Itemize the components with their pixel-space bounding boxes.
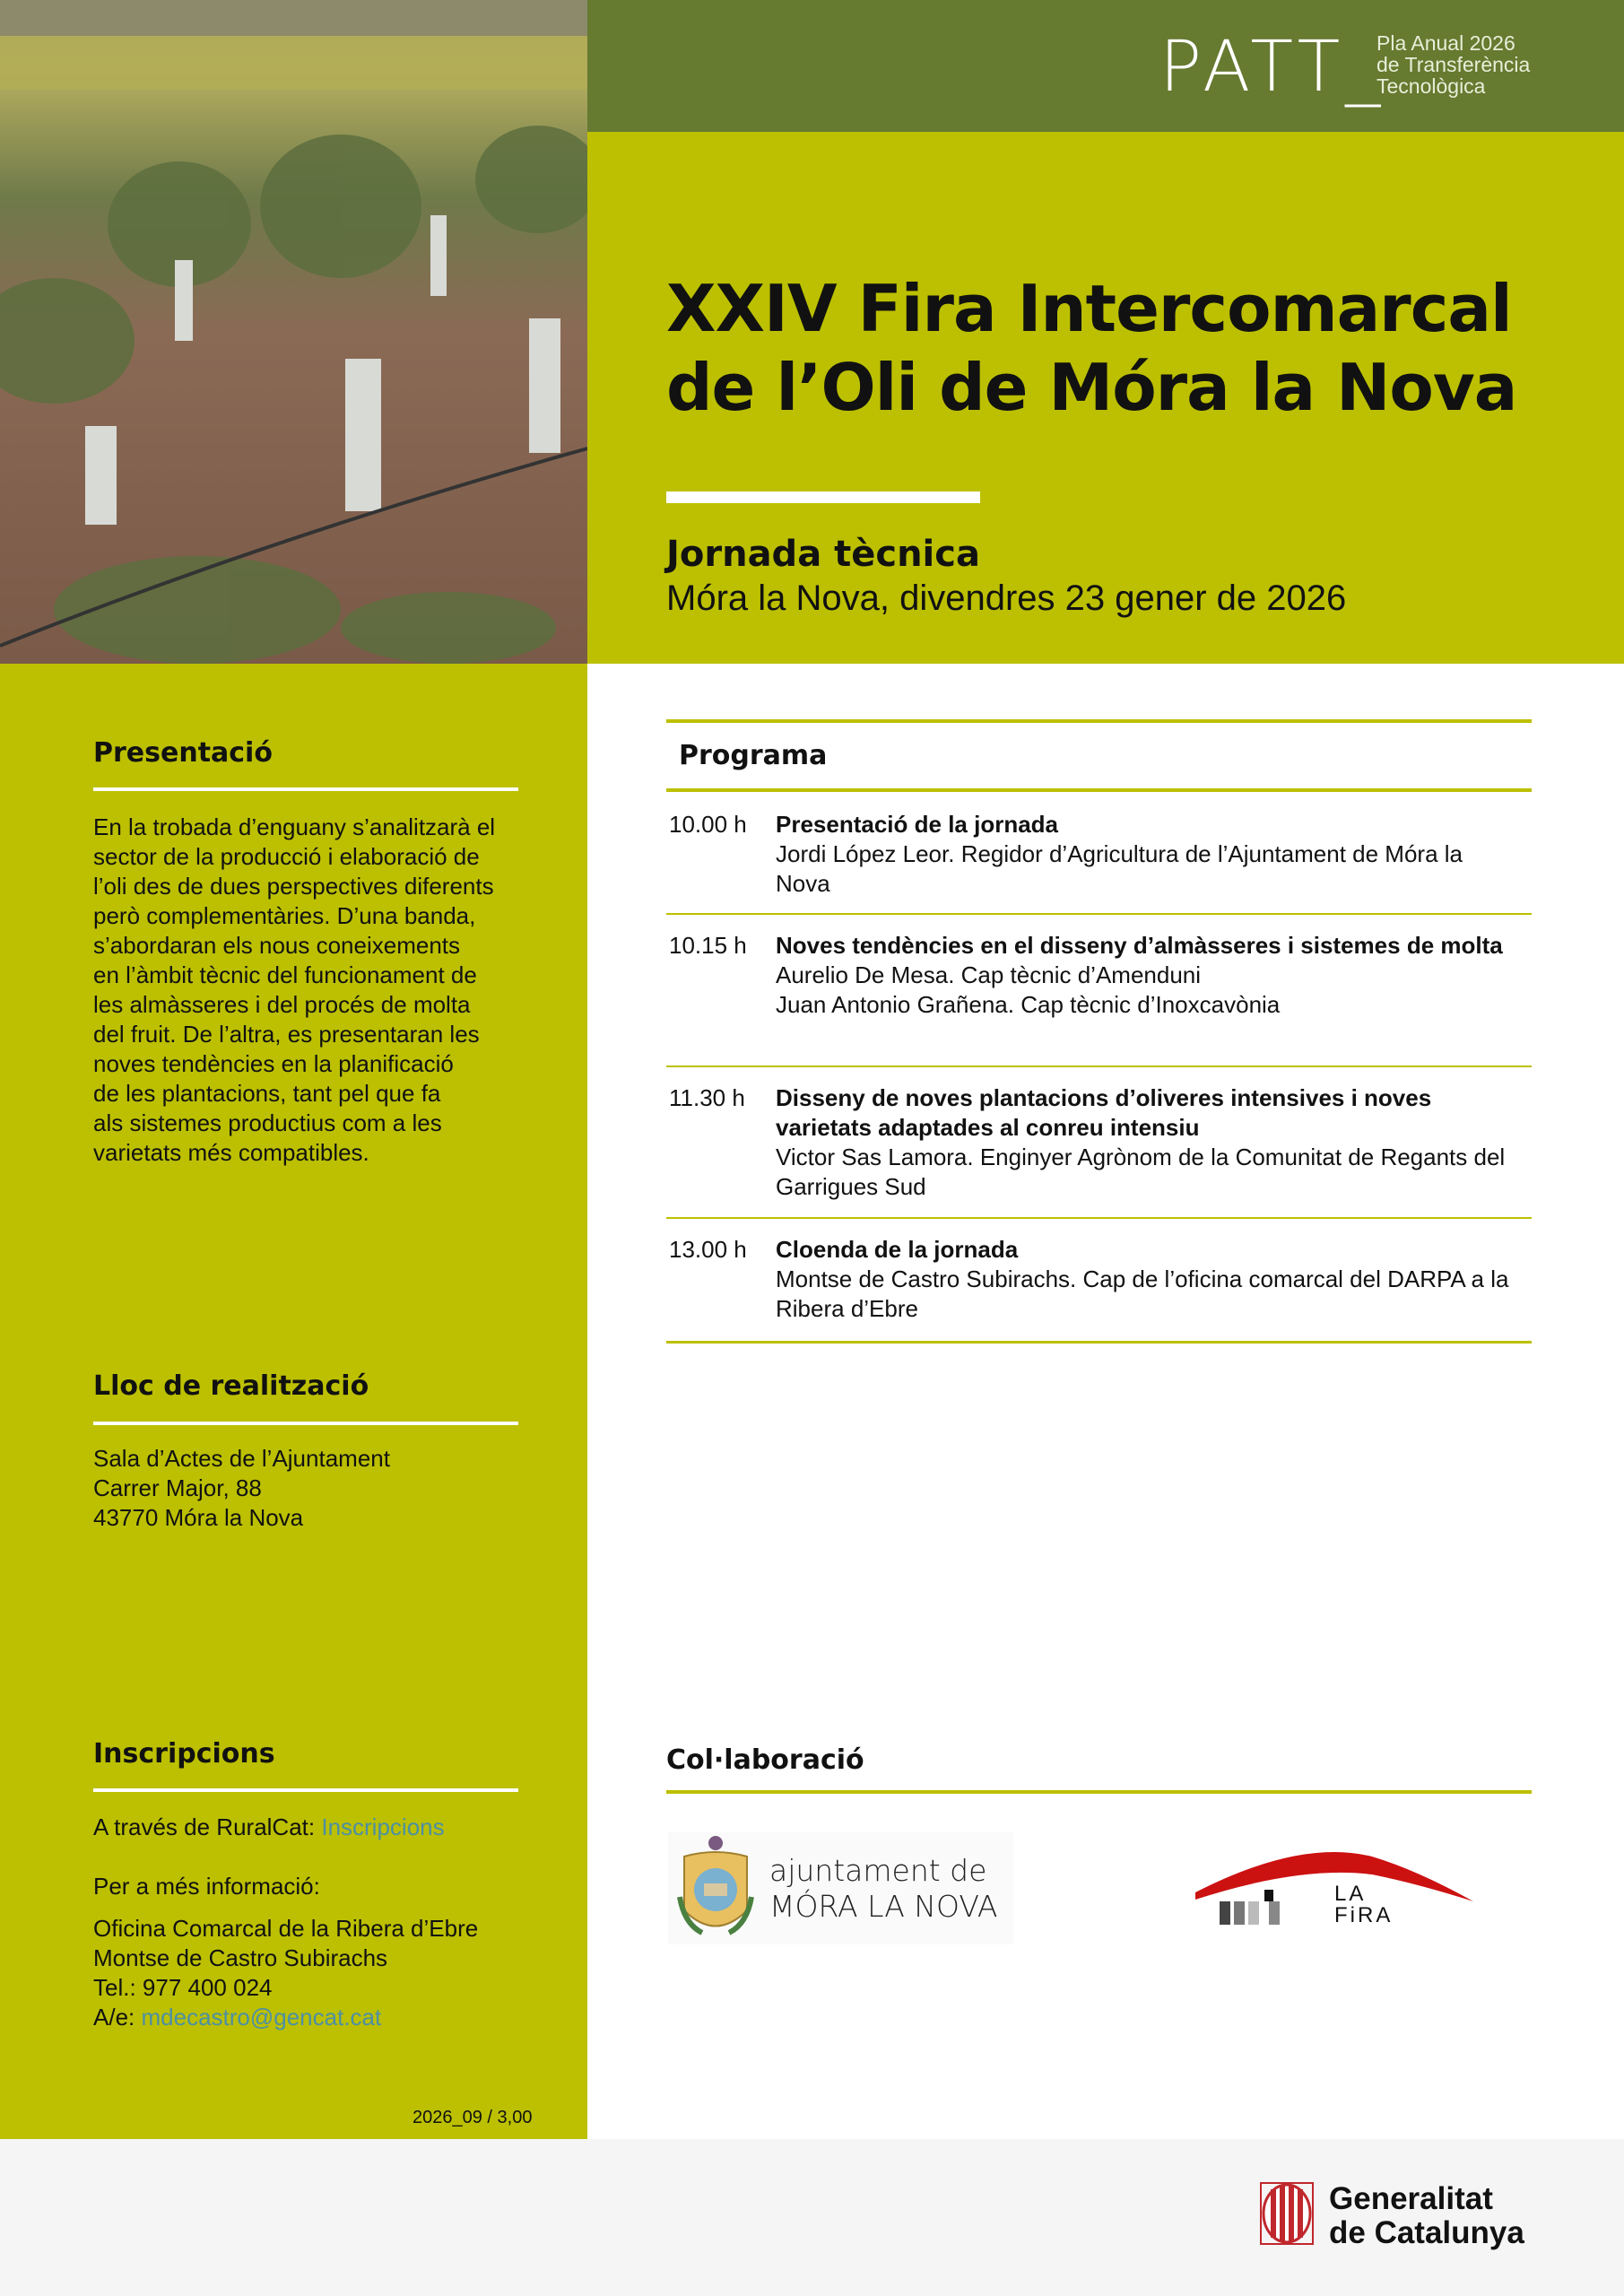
paragraph-line: noves tendències en la planificació [93, 1050, 454, 1077]
document-code: 2026_09 / 3,00 [413, 2108, 533, 2127]
program-title: Noves tendències en el disseny d’almàsseres i sistemes de molta [776, 932, 1503, 959]
email-link[interactable]: mdecastro@gencat.cat [141, 2004, 382, 2031]
paragraph-line: En la trobada d’enguany s’analitzarà el [93, 813, 496, 840]
logo-text: Generalitat [1329, 2181, 1493, 2216]
more-info-label: Per a més informació: [93, 1873, 320, 1900]
program-title: Presentació de la jornada [776, 811, 1059, 838]
title-line: de l’Oli de Móra la Nova [666, 350, 1517, 425]
place-date: Móra la Nova, divendres 23 gener de 2026 [666, 578, 1347, 618]
paragraph-line: sector de la producció i elaboració de [93, 843, 480, 870]
address-line: Carrer Major, 88 [93, 1474, 262, 1501]
program-title: Disseny de noves plantacions d’oliveres intensives i noves varietats adaptades al conreu intensiu [776, 1084, 1432, 1141]
contact-phone: Tel.: 977 400 024 [93, 1974, 273, 2001]
title-line: XXIV Fira Intercomarcal [666, 271, 1512, 346]
logo-text: FiRA [1334, 1903, 1394, 1927]
collab-heading: Col·laboració [666, 1744, 864, 1776]
logo-text: de Catalunya [1329, 2215, 1524, 2250]
program-time: 10.15 h [669, 932, 747, 959]
address-line: Sala d’Actes de l’Ajuntament [93, 1445, 390, 1472]
paragraph-line: en l’àmbit tècnic del funcionament de [93, 961, 477, 988]
registration-label: A través de RuralCat: [93, 1813, 322, 1840]
coat-of-arms-icon [675, 1834, 756, 1942]
inscripcions-link[interactable]: Inscripcions [321, 1813, 445, 1840]
divider [666, 1217, 1532, 1219]
divider [93, 1788, 518, 1792]
program-speakers: Jordi López Leor. Regidor d’Agricultura de l’Ajuntament de Móra la Nova [776, 840, 1463, 897]
address-line: 43770 Móra la Nova [93, 1504, 304, 1531]
program-time: 13.00 h [669, 1236, 747, 1263]
logo-text: ajuntament de [769, 1853, 987, 1888]
presentacio-heading: Presentació [93, 737, 273, 769]
divider [666, 1341, 1532, 1344]
patt-logo: PATT_ [1159, 27, 1386, 108]
divider [666, 491, 980, 503]
contact-line: Oficina Comarcal de la Ribera d’Ebre [93, 1915, 479, 1942]
venue-address [93, 1444, 542, 1533]
plan-line: Tecnològica [1376, 74, 1486, 98]
program-time: 11.30 h [669, 1084, 745, 1111]
program-row [666, 1083, 1532, 1202]
divider [666, 719, 1532, 723]
divider [93, 1422, 518, 1425]
paragraph-line: de les plantacions, tant pel que fa [93, 1080, 441, 1107]
program-speakers: Victor Sas Lamora. Enginyer Agrònom de la Comunitat de Regants del Garrigues Sud [776, 1144, 1506, 1200]
event-type: Jornada tècnica [666, 534, 980, 575]
contact-line: Montse de Castro Subirachs [93, 1944, 388, 1971]
paragraph-line: l’oli des de dues perspectives diferents [93, 873, 494, 900]
lloc-heading: Lloc de realització [93, 1370, 369, 1402]
paragraph-line: del fruit. De l’altra, es presentaran les [93, 1021, 480, 1048]
paragraph-line: als sistemes productius com a les [93, 1109, 442, 1136]
page-title [666, 269, 1516, 427]
logo-text: MÓRA LA NOVA [769, 1889, 998, 1924]
divider [666, 1790, 1532, 1794]
logo-text: LA [1334, 1882, 1367, 1906]
plan-line: de Transferència [1376, 53, 1531, 76]
program-row [666, 931, 1532, 1020]
paragraph-line: les almàsseres i del procés de molta [93, 991, 471, 1018]
presentacio-text [93, 813, 542, 1168]
paragraph-line: varietats més compatibles. [93, 1139, 369, 1166]
divider [93, 787, 518, 791]
program-time: 10.00 h [669, 811, 747, 838]
patt-plan-text [1376, 32, 1530, 97]
generalitat-logo-text [1329, 2182, 1524, 2250]
program-row [666, 1235, 1532, 1324]
program-speakers: Aurelio De Mesa. Cap tècnic d’Amenduni Juan Antonio Grañena. Cap tècnic d’Inoxcavònia [776, 961, 1281, 1018]
divider [666, 913, 1532, 915]
olive-plantation-photo [0, 0, 587, 664]
email-label: A/e: [93, 2004, 142, 2031]
generalitat-emblem-icon [1260, 2182, 1314, 2245]
program-speakers: Montse de Castro Subirachs. Cap de l’oficina comarcal del DARPA a la Ribera d’Ebre [776, 1265, 1509, 1322]
plan-line: Pla Anual 2026 [1376, 31, 1515, 55]
program-row [666, 810, 1532, 899]
divider [666, 1065, 1532, 1067]
registration-line [93, 1813, 542, 1842]
contact-block [93, 1914, 542, 2032]
inscripcions-heading: Inscripcions [93, 1738, 275, 1770]
la-fira-logo [1193, 1848, 1480, 1937]
divider [666, 788, 1532, 792]
paragraph-line: però complementàries. D’una banda, [93, 902, 476, 929]
paragraph-line: s’abordaran els nous coneixements [93, 932, 461, 959]
program-title: Cloenda de la jornada [776, 1236, 1019, 1263]
programa-heading: Programa [679, 740, 828, 771]
ajuntament-logo [668, 1832, 1013, 1944]
